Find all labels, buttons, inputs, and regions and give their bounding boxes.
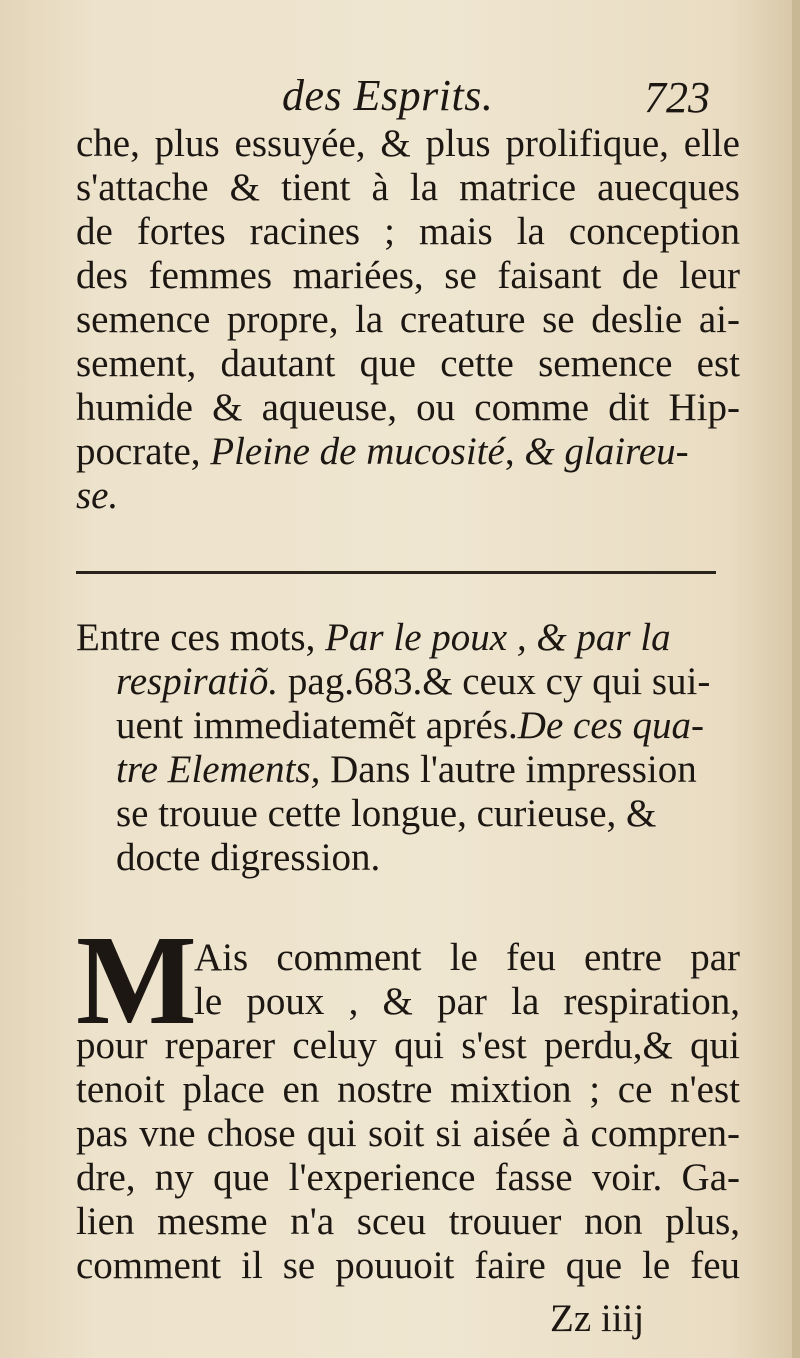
page-number: 723 — [644, 73, 710, 122]
editorial-note — [76, 616, 740, 880]
text-line — [76, 430, 740, 474]
italic-quote: Pleine de mucosité — [210, 430, 505, 473]
paragraph-1 — [76, 122, 740, 518]
italic-quote: & glaireu- — [524, 430, 689, 473]
italic-quote: Par le poux , & par la — [325, 616, 671, 659]
text-line: semence propre, la creature se deslie ai- — [76, 298, 740, 341]
italic-quote: respiratiõ. — [116, 660, 279, 703]
italic-quote: De ces qua- — [517, 704, 705, 747]
drop-cap: M — [76, 909, 197, 1051]
roman-text: pag.683.& ceux cy qui sui- — [278, 660, 711, 703]
text-line — [76, 704, 740, 748]
text-line: des femmes mariées, se faisant de leur — [76, 254, 740, 297]
page-edge — [792, 0, 800, 1358]
text-line: le poux , & par la respiration, — [194, 980, 740, 1023]
text-line — [76, 660, 740, 704]
text-line: se trouue cette longue, curieuse, & — [116, 792, 657, 835]
running-title: des Esprits. — [282, 71, 494, 120]
text-line — [76, 748, 740, 792]
text-line: comment il se pouuoit faire que le feu — [76, 1244, 740, 1287]
italic-quote: tre Elements, — [116, 748, 321, 791]
roman-text: , — [504, 430, 525, 473]
roman-text: Entre ces mots, — [76, 616, 326, 659]
text-line: pas vne chose qui soit si aisée à compren- — [76, 1112, 740, 1155]
text-line: se. — [76, 474, 119, 517]
paragraph-2 — [76, 936, 740, 1288]
signature-mark: Zz iiij — [550, 1297, 645, 1340]
text-line: Ais comment le feu entre par — [194, 936, 740, 979]
text-line: dre, ny que l'experience fasse voir. Ga- — [76, 1156, 740, 1199]
text-line: docte digression. — [116, 836, 381, 879]
roman-text: Dans l'autre impression — [320, 748, 697, 791]
text-line: sement, dautant que cette semence est — [76, 342, 740, 385]
text-line: humide & aqueuse, ou comme dit Hip- — [76, 386, 740, 429]
section-rule — [76, 571, 716, 574]
text-line: pour reparer celuy qui s'est perdu,& qui — [76, 1024, 740, 1067]
text-line: de fortes racines ; mais la conception — [76, 210, 740, 253]
text-line — [76, 616, 740, 660]
text-line: s'attache & tient à la matrice auecques — [76, 166, 740, 209]
roman-text: pocrate, — [76, 430, 211, 473]
roman-text: uent immediatemẽt aprés. — [116, 704, 518, 747]
text-line: tenoit place en nostre mixtion ; ce n'est — [76, 1068, 740, 1111]
text-line: lien mesme n'a sceu trouuer non plus, — [76, 1200, 740, 1243]
page-header — [0, 62, 792, 122]
text-line: che, plus essuyée, & plus prolifique, elle — [76, 122, 740, 165]
